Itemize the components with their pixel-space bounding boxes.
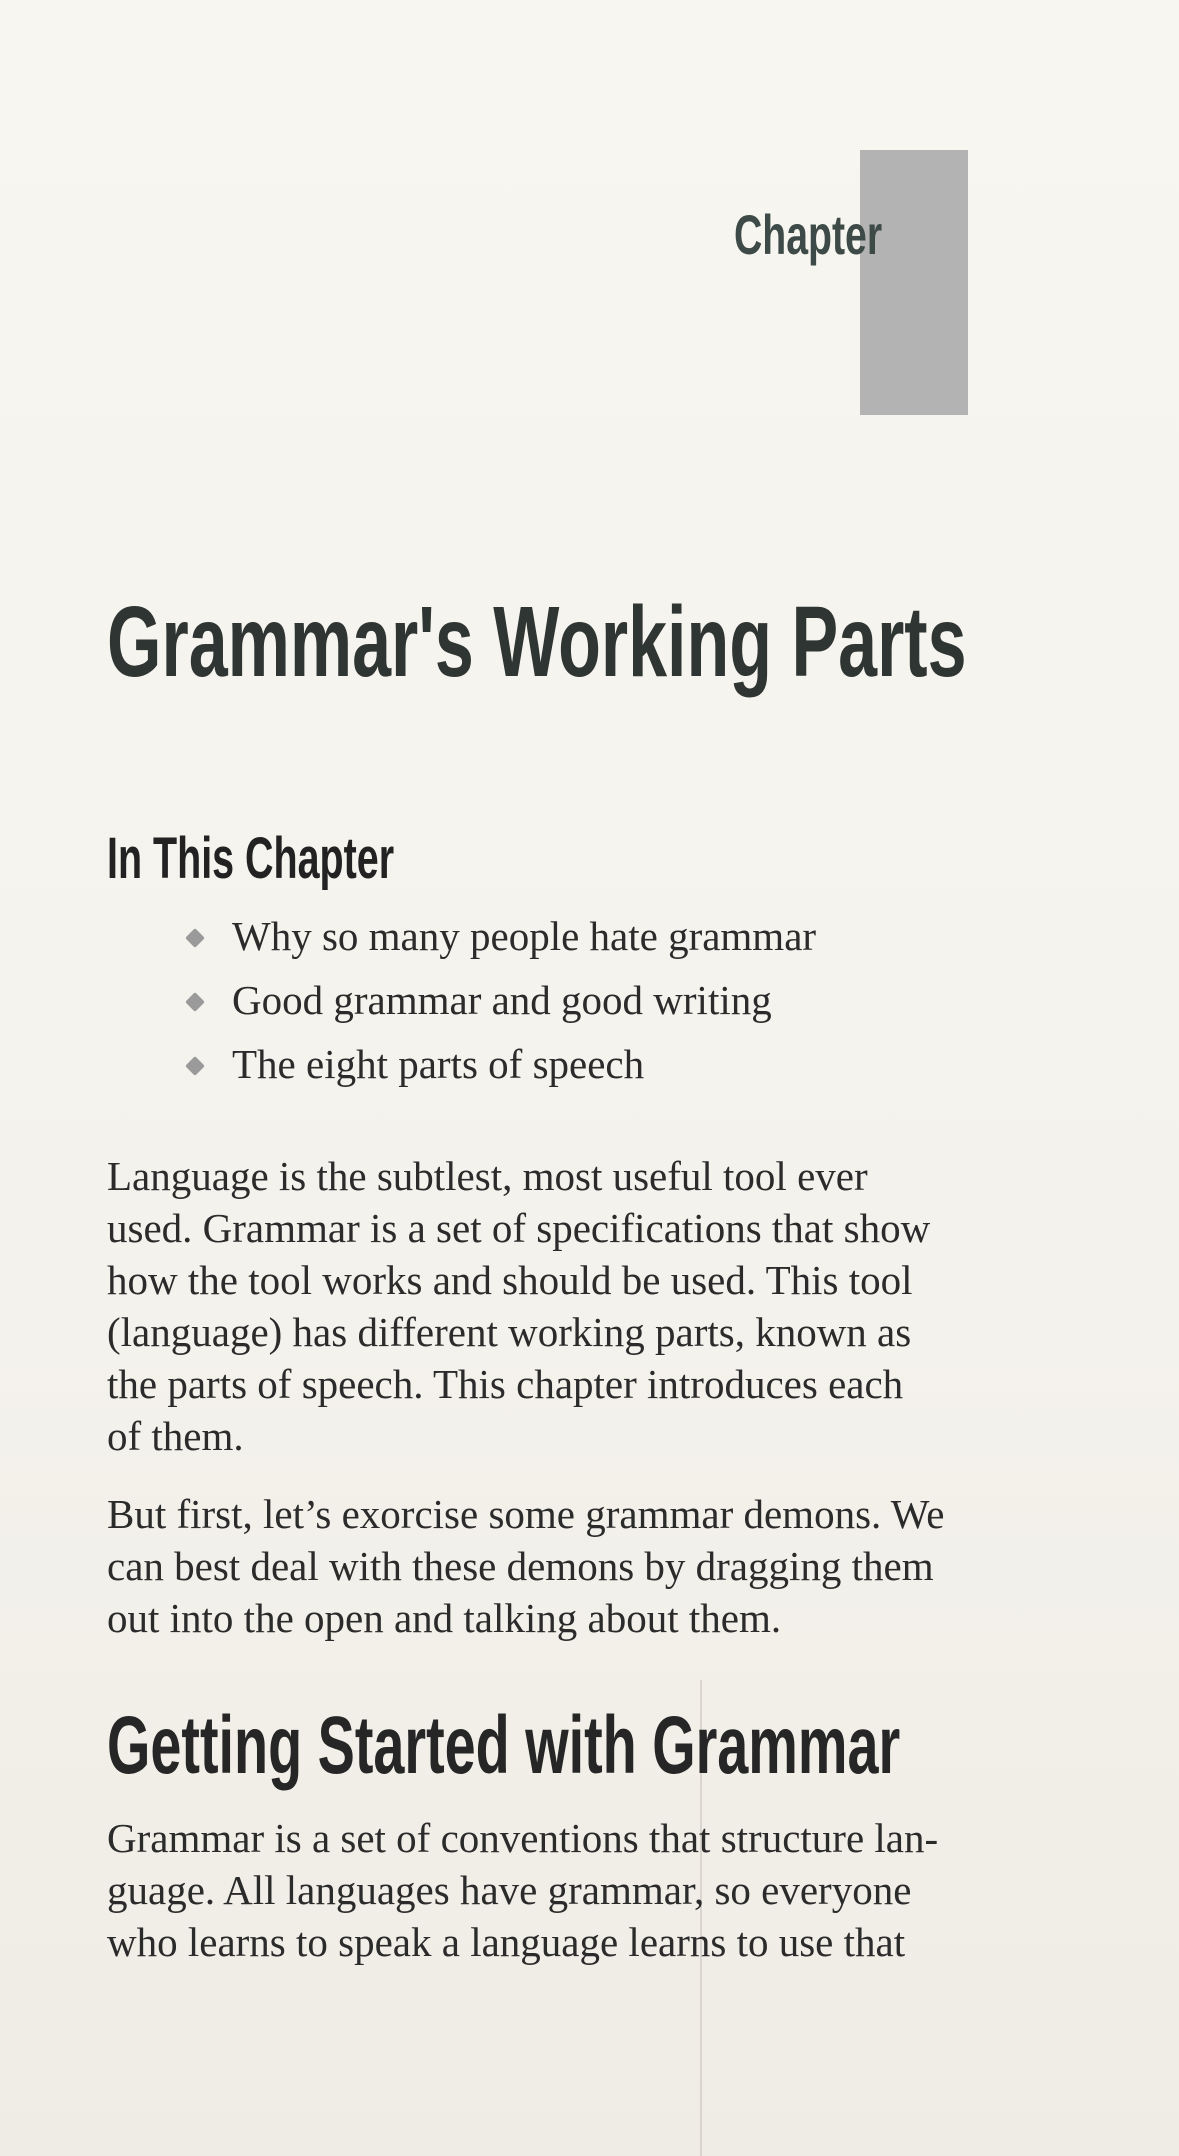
text-line: (language) has different working parts, known as <box>107 1309 912 1355</box>
text-line: out into the open and talking about them. <box>107 1595 782 1641</box>
chapter-number-block <box>860 150 968 415</box>
text-line: of them. <box>107 1413 244 1459</box>
list-item <box>188 968 816 1032</box>
diamond-bullet-icon <box>185 928 205 948</box>
text-line: the parts of speech. This chapter introduces each <box>107 1361 904 1407</box>
list-item <box>188 1032 816 1096</box>
list-item-text: Why so many people hate grammar <box>232 913 817 959</box>
list-item-text: The eight parts of speech <box>232 1041 645 1087</box>
text-line: can best deal with these demons by dragging them <box>107 1543 934 1589</box>
text-line: guage. All languages have grammar, so everyone <box>107 1867 912 1913</box>
text-line: Grammar is a set of conventions that structure lan- <box>107 1815 939 1861</box>
intro-paragraph <box>107 1150 1027 1462</box>
chapter-label: Chapter <box>734 203 883 266</box>
text-line: But first, let’s exorcise some grammar demons. We <box>107 1491 945 1537</box>
chapter-topics-list <box>188 904 816 1096</box>
list-item <box>188 904 816 968</box>
text-line: who learns to speak a language learns to use that <box>107 1919 906 1965</box>
text-line: used. Grammar is a set of specifications that show <box>107 1205 931 1251</box>
section-paragraph <box>107 1812 1027 1968</box>
text-line: Language is the subtlest, most useful tool ever <box>107 1153 868 1199</box>
list-item-text: Good grammar and good writing <box>232 977 772 1023</box>
chapter-title: Grammar's Working Parts <box>107 586 967 698</box>
diamond-bullet-icon <box>185 1056 205 1076</box>
demons-paragraph <box>107 1488 1027 1644</box>
text-line: how the tool works and should be used. This tool <box>107 1257 913 1303</box>
diamond-bullet-icon <box>185 992 205 1012</box>
section-heading: Getting Started with Grammar <box>107 1700 901 1791</box>
in-this-chapter-heading: In This Chapter <box>107 826 395 891</box>
